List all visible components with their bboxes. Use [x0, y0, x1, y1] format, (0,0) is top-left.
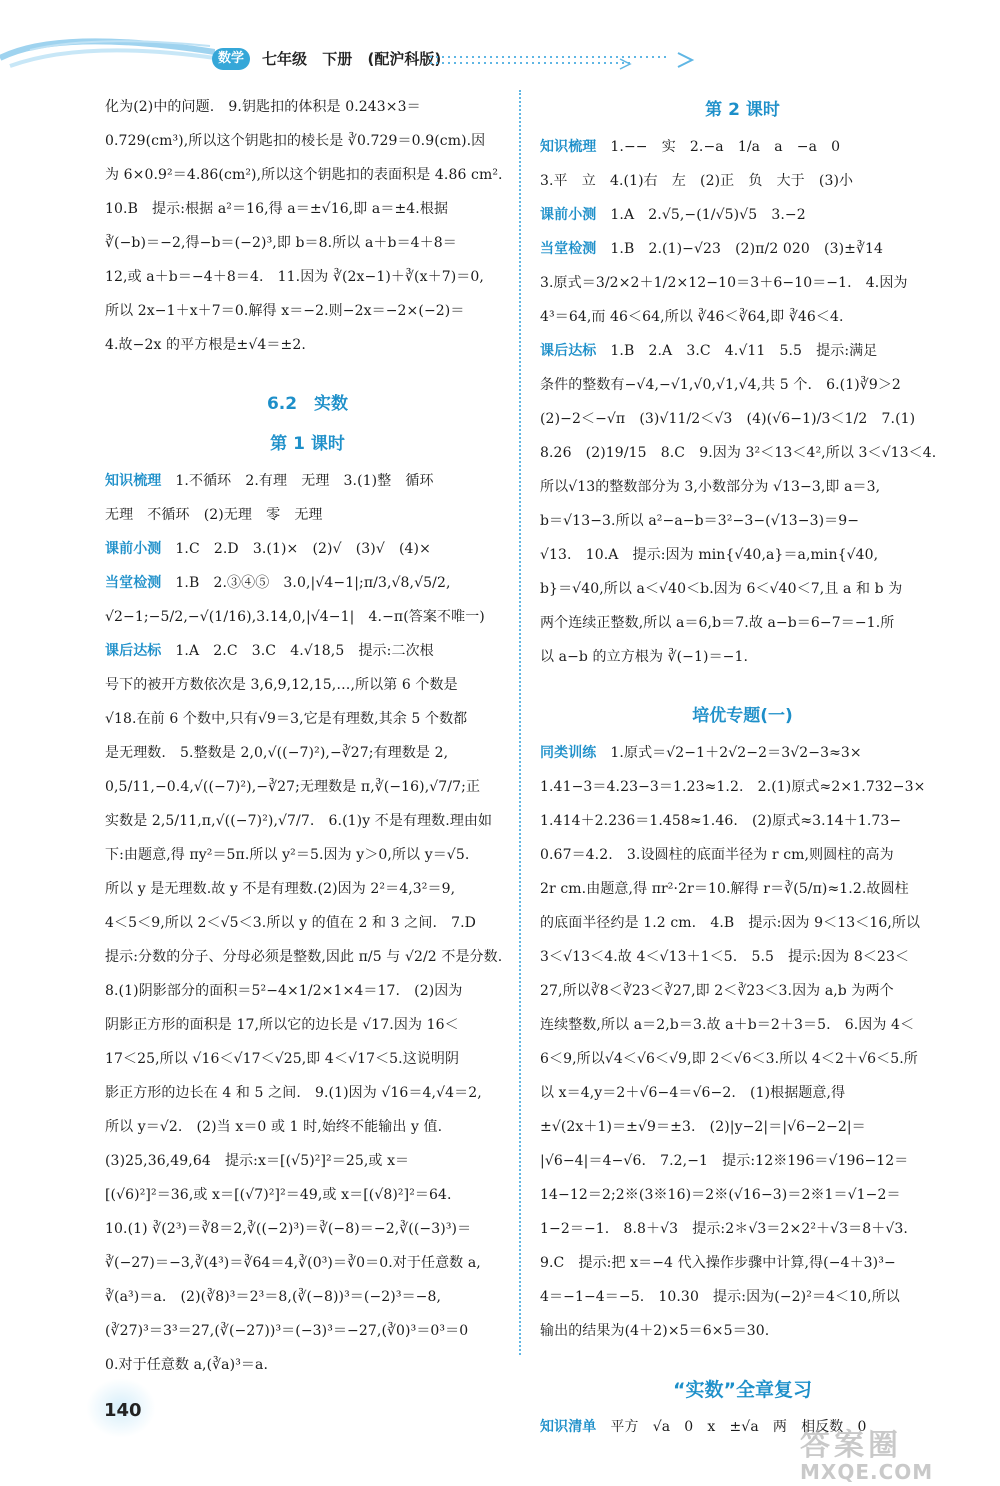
answer-line: 6＜9,所以√4＜√6＜√9,即 2＜√6＜3.所以 4＜2＋√6＜5.所 — [540, 1051, 918, 1067]
answer-line: 实数是 2,5/11,π,√((−7)²),√7/7. 6.(1)y 不是有理数.理由如 — [105, 813, 493, 829]
answer-text: 1.B 2.(1)−√23 (2)π/2 020 (3)±∛14 — [610, 241, 884, 257]
answer-line: 无理 不循环 (2)无理 零 无理 — [105, 507, 323, 523]
answer-line: 12,或 a＋b＝−4＋8＝4. 11.因为 ∛(2x−1)＋∛(x＋7)＝0, — [105, 269, 484, 285]
answer-line — [105, 464, 510, 498]
answer-line: 9.C 提示:把 x＝−4 代入操作步骤中计算,得(−4＋3)³− — [540, 1255, 896, 1271]
answer-text: 1.C 2.D 3.(1)× (2)√ (3)√ (4)× — [175, 541, 431, 557]
answer-text: 1.B 2.A 3.C 4.√11 5.5 提示:满足 — [610, 343, 878, 359]
answer-line: 的底面半径约是 1.2 cm. 4.B 提示:因为 9＜13＜16,所以 — [540, 915, 921, 931]
answer-line: 3.原式＝3/2×2＋1/2×12−10＝3＋6−10＝−1. 4.因为 — [540, 275, 908, 291]
page-header — [0, 0, 1000, 90]
answer-line: 以 a−b 的立方根为 ∛(−1)＝−1. — [540, 649, 749, 665]
answer-text: 1.A 2.C 3.C 4.√18,5 提示:二次根 — [175, 643, 434, 659]
header-dots-arrow-decoration — [430, 50, 700, 70]
category-tag: 课前小测 — [105, 541, 162, 557]
answer-line: ∛(−b)＝−2,得−b＝(−2)³,即 b＝8.所以 a＋b＝4＋8＝ — [105, 235, 457, 251]
answer-line: 号下的被开方数依次是 3,6,9,12,15,…,所以第 6 个数是 — [105, 677, 458, 693]
answer-line — [105, 532, 510, 566]
answer-line — [105, 566, 510, 600]
category-tag: 知识梳理 — [540, 139, 597, 155]
category-tag: 知识梳理 — [105, 473, 162, 489]
answer-line: 是无理数. 5.整数是 2,0,√((−7)²),−∛27;有理数是 2, — [105, 745, 449, 761]
answer-line: 10.B 提示:根据 a²＝16,得 a＝±√16,即 a＝±4.根据 — [105, 201, 449, 217]
answer-line: ∛(a³)＝a. (2)(∛8)³＝2³＝8,(∛(−8))³＝(−2)³＝−8, — [105, 1289, 442, 1305]
answer-line: 10.(1) ∛(2³)＝∛8＝2,∛((−2)³)＝∛(−8)＝−2,∛((−3)³)＝ — [105, 1221, 472, 1237]
answer-text: 1.B 2.③④⑤ 3.0,|√4−1|;π/3,√8,√5/2, — [175, 575, 451, 591]
answer-line: b＝√13−3.所以 a²−a−b＝3²−3−(√13−3)＝9− — [540, 513, 860, 529]
answer-line: 8.26 (2)19/15 8.C 9.因为 3²＜13＜4²,所以 3＜√13＜4. — [540, 445, 937, 461]
header-swoosh-decoration — [0, 30, 215, 75]
answer-line: 所以√13的整数部分为 3,小数部分为 √13−3,即 a＝3, — [540, 479, 881, 495]
answer-line: 0,5/11,−0.4,√((−7)²),−∛27;无理数是 π,∛(−16),√7/7;正 — [105, 779, 481, 795]
answer-line: 条件的整数有−√4,−√1,√0,√1,√4,共 5 个. 6.(1)∛9＞2 — [540, 377, 901, 393]
answer-line — [540, 232, 945, 266]
column-divider — [519, 90, 521, 1355]
answer-line: 所以 2x−1＋x＋7＝0.解得 x＝−2.则−2x＝−2×(−2)＝ — [105, 303, 465, 319]
answer-line: √13. 10.A 提示:因为 min{√40,a}＝a,min{√40, — [540, 547, 879, 563]
answer-line: √2−1;−5/2,−√(1/16),3.14,0,|√4−1| 4.−π(答案不唯一) — [105, 609, 485, 625]
right-column — [540, 90, 945, 1444]
grade-label: 七年级 — [262, 50, 308, 68]
category-tag: 知识清单 — [540, 1419, 597, 1435]
answer-line: 所以 y 是无理数.故 y 不是有理数.(2)因为 2²＝4,3²＝9, — [105, 881, 456, 897]
answer-line — [540, 198, 945, 232]
answer-line: 为 6×0.9²＝4.86(cm²),所以这个钥匙扣的表面积是 4.86 cm². — [105, 167, 503, 183]
answer-line: 0.对于任意数 a,(∛a)³＝a. — [105, 1357, 269, 1373]
section-heading: 第 2 课时 — [705, 100, 780, 120]
answer-line — [540, 736, 945, 770]
category-tag: 课后达标 — [105, 643, 162, 659]
left-column — [105, 90, 510, 1382]
category-tag: 课后达标 — [540, 343, 597, 359]
spacer — [540, 674, 945, 696]
answer-line: 输出的结果为(4＋2)×5＝6×5＝30. — [540, 1323, 770, 1339]
answer-line: 化为(2)中的问题. 9.钥匙扣的体积是 0.243×3＝ — [105, 99, 421, 115]
answer-line: 2r cm.由题意,得 πr²·2r＝10.解得 r＝∛(5/π)≈1.2.故圆柱 — [540, 881, 909, 897]
category-tag: 当堂检测 — [540, 241, 597, 257]
answer-line: 以 x＝4,y＝2＋√6−4＝√6−2. (1)根据题意,得 — [540, 1085, 846, 1101]
answer-line: 所以 y＝√2. (2)当 x＝0 或 1 时,始终不能输出 y 值. — [105, 1119, 443, 1135]
answer-line: 8.(1)阴影部分的面积＝5²−4×1/2×1×4＝17. (2)因为 — [105, 983, 463, 999]
answer-line: (2)−2＜−√π (3)√11/2＜√3 (4)(√6−1)/3＜1/2 7.(1) — [540, 411, 916, 427]
answer-text: 1.−− 实 2.−a 1/a a −a 0 — [610, 139, 841, 155]
answer-line: (3)25,36,49,64 提示:x＝[(√5)²]²＝25,或 x＝ — [105, 1153, 410, 1169]
watermark-line-1: 答案圈 — [800, 1428, 902, 1463]
answer-line — [540, 130, 945, 164]
answer-line: 影正方形的边长在 4 和 5 之间. 9.(1)因为 √16＝4,√4＝2, — [105, 1085, 482, 1101]
answer-text: 1.A 2.√5,−(1/√5)√5 3.−2 — [610, 207, 806, 223]
page-number: 140 — [104, 1400, 142, 1421]
answer-text: 1.原式＝√2−1＋2√2−2＝3√2−3≈3× — [610, 745, 862, 761]
category-tag: 同类训练 — [540, 745, 597, 761]
answer-line: 4³＝64,而 46＜64,所以 ∛46＜∛64,即 ∛46＜4. — [540, 309, 844, 325]
spacer — [540, 1348, 945, 1370]
book-info — [262, 48, 451, 70]
section-heading: 培优专题(一) — [692, 706, 793, 726]
answer-line: 1.41−3＝4.23−3＝1.23≈1.2. 2.(1)原式≈2×1.732−3× — [540, 779, 926, 795]
answer-line: 4＜5＜9,所以 2＜√5＜3.所以 y 的值在 2 和 3 之间. 7.D — [105, 915, 476, 931]
answer-line: 连续整数,所以 a＝2,b＝3.故 a＋b＝2＋3＝5. 6.因为 4＜ — [540, 1017, 915, 1033]
answer-line: √18.在前 6 个数中,只有√9＝3,它是有理数,其余 5 个数都 — [105, 711, 468, 727]
answer-line: ∛(−27)＝−3,∛(4³)＝∛64＝4,∛(0³)＝∛0＝0.对于任意数 a, — [105, 1255, 481, 1271]
watermark — [800, 1420, 995, 1484]
section-heading: 6.2 实数 — [266, 394, 349, 414]
answer-line: |√6−4|＝4−√6. 7.2,−1 提示:12※196＝√196−12＝ — [540, 1153, 909, 1169]
answer-line — [540, 334, 945, 368]
answer-line: 17＜25,所以 √16＜√17＜√25,即 4＜√17＜5.这说明阴 — [105, 1051, 460, 1067]
volume-label: 下册 — [322, 50, 353, 68]
watermark-line-2: MXQE.COM — [800, 1460, 934, 1484]
answer-line: 两个连续正整数,所以 a＝6,b＝7.故 a−b＝6−7＝−1.所 — [540, 615, 895, 631]
answer-line: ±√(2x＋1)＝±√9＝±3. (2)|y−2|＝|√6−2−2|＝ — [540, 1119, 866, 1135]
answer-line: (∛27)³＝3³＝27,(∛(−27))³＝(−3)³＝−27,(∛0)³＝0³＝0 — [105, 1323, 469, 1339]
answer-line: 下:由题意,得 πy²＝5π.所以 y²＝5.因为 y＞0,所以 y＝√5. — [105, 847, 470, 863]
answer-line: 0.729(cm³),所以这个钥匙扣的棱长是 ∛0.729＝0.9(cm).因 — [105, 133, 486, 149]
answer-text: 1.不循环 2.有理 无理 3.(1)整 循环 — [175, 473, 434, 489]
answer-line: 0.67＝4.2. 3.设圆柱的底面半径为 r cm,则圆柱的高为 — [540, 847, 894, 863]
answer-line — [105, 634, 510, 668]
category-tag: 课前小测 — [540, 207, 597, 223]
section-heading: 第 1 课时 — [270, 434, 345, 454]
answer-text: 平方 √a 0 x ±√a 两 相反数 0 — [610, 1419, 867, 1435]
answer-line: 提示:分数的分子、分母必须是整数,因此 π/5 与 √2/2 不是分数. — [105, 949, 503, 965]
answer-line: 3.平 立 4.(1)右 左 (2)正 负 大于 (3)小 — [540, 173, 854, 189]
answer-line: 14−12＝2;2※(3※16)＝2※(√16−3)＝2※1＝√1−2＝ — [540, 1187, 901, 1203]
answer-line: 阴影正方形的面积是 17,所以它的边长是 √17.因为 16＜ — [105, 1017, 459, 1033]
category-tag: 当堂检测 — [105, 575, 162, 591]
answer-line: 1.414＋2.236＝1.458≈1.46. (2)原式≈3.14＋1.73− — [540, 813, 902, 829]
answer-line: 4＝−1−4＝−5. 10.30 提示:因为(−2)²＝4＜10,所以 — [540, 1289, 900, 1305]
answer-line: 3＜√13＜4.故 4＜√13＋1＜5. 5.5 提示:因为 8＜23＜ — [540, 949, 910, 965]
section-heading: “实数”全章复习 — [673, 1379, 812, 1401]
subject-badge: 数学 — [212, 48, 250, 70]
spacer — [105, 362, 510, 384]
answer-line: 4.故−2x 的平方根是±√4＝±2. — [105, 337, 306, 353]
answer-line: b}＝√40,所以 a＜√40＜b.因为 6＜√40＜7,且 a 和 b 为 — [540, 581, 903, 597]
answer-line: [(√6)²]²＝36,或 x＝[(√7)²]²＝49,或 x＝[(√8)²]²＝64. — [105, 1187, 452, 1203]
edition-label: (配沪科版) — [367, 50, 442, 68]
answer-line: 27,所以∛8＜∛23＜∛27,即 2＜∛23＜3.因为 a,b 为两个 — [540, 983, 894, 999]
answer-line: 1−2＝−1. 8.8＋√3 提示:2＊√3＝2×2²＋√3＝8＋√3. — [540, 1221, 908, 1237]
